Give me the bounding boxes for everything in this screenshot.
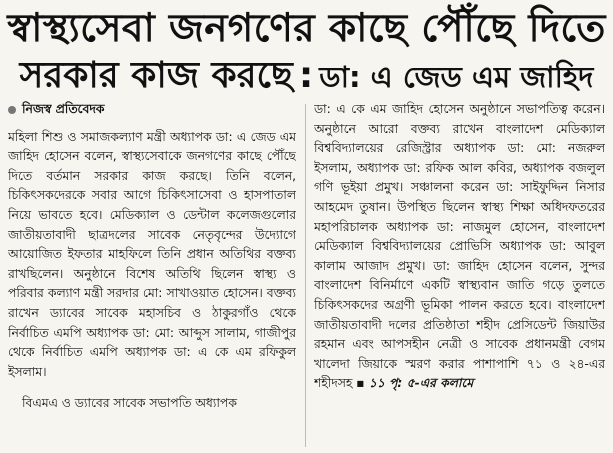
paragraph: বিএমএ ও ড্যাবের সাবেক সভাপতি অধ্যাপক	[22, 396, 237, 411]
column-divider	[305, 104, 306, 447]
headline-line-2	[0, 54, 613, 99]
continuation-note: ▪ ১১ পৃ: ৫-এর কলামে	[356, 376, 474, 391]
article-column-right	[314, 100, 605, 453]
paragraph	[314, 100, 605, 394]
headline-colon: :	[298, 55, 314, 96]
headline-main: সরকার কাজ করছে	[19, 55, 293, 96]
headline-speaker: ডা: এ জেড এম জাহিদ	[319, 60, 594, 94]
paragraph: মহিলা শিশু ও সমাজকল্যাণ মন্ত্রী অধ্যাপক ডা: এ জেড এম জাহিদ হোসেন বলেন, স্বাস্থ্যসেবাকে জনগণের কাছে পৌঁছে দিতে বর্তমান সরকার কাজ করছে। তিনি বলেন, চিকিৎসকদেরকে সবার আগে চিকিৎসাসেবা ও হাসপাতাল নিয়ে ভাবতে হবে। মেডিক্যাল ও ডেন্টাল কলেজগুলোর জাতীয়তাবাদী ছাত্রদলের সাবেক নেতৃবৃন্দের উদ্যোগে আয়োজিত ইফতার মাহফিলে তিনি প্রধান অতিথির বক্তব্য রাখছিলেন। অনুষ্ঠানে বিশেষ অতিথি ছিলেন স্বাস্থ্য ও পরিবার কল্যাণ মন্ত্রী সরদার মো: সাখাওয়াত হোসেন। বক্তব্য রাখেন ড্যাবের সাবেক মহাসচিব ও ঠাকুরগাঁও থেকে নির্বাচিত এমপি অধ্যাপক ডা: মো: আব্দুস সালাম, গাজীপুর থেকে নির্বাচিত এমপি অধ্যাপক ডা: এ কে এম রফিকুল ইসলাম।	[8, 129, 296, 379]
article-column-left	[8, 100, 296, 453]
bullet-icon	[8, 106, 16, 114]
byline	[8, 100, 296, 120]
paragraph-text: ডা: এ কে এম জাহিদ হোসেন অনুষ্ঠানে সভাপতিত্ব করেন। অনুষ্ঠানে আরো বক্তব্য রাখেন বাংলাদেশ মেডিক্যাল বিশ্ববিদ্যালয়ের রেজিস্ট্রার অধ্যাপক ডা: মো: নজরুল ইসলাম, অধ্যাপক ডা: রফিক আল কবির, অধ্যাপক বজলুল গণি ভূইয়া প্রমুখ। সঞ্চালনা করেন ডা: সাইফুদ্দিন নিসার আহমেদ তুষান। উপস্থিত ছিলেন স্বাস্থ্য শিক্ষা অধিদফতরের মহাপরিচালক অধ্যাপক ডা: নাজমুল হোসেন, বাংলাদেশ মেডিক্যাল বিশ্ববিদ্যালয়ের প্রোভিসি অধ্যাপক ডা: আবুল কালাম আজাদ প্রমুখ। ডা: জাহিদ হোসেন বলেন, সুন্দর বাংলাদেশ বিনির্মাণে একটি স্বাস্থ্যবান জাতি গড়ে তুলতে চিকিৎসকদের অগ্রণী ভূমিকা পালন করতে হবে। বাংলাদেশ জাতীয়তাবাদী দলের প্রতিষ্ঠাতা শহীদ প্রেসিডেন্ট জিয়াউর রহমান এবং আপসহীন নেত্রী ও সাবেক প্রধানমন্ত্রী বেগম খালেদা জিয়াকে স্মরণ করার পাশাপাশি ৭১ ও ২৪-এর শহীদসহ	[314, 102, 605, 391]
headline-line-1: স্বাস্থ্যসেবা জনগণের কাছে পৌঁছে দিতে	[7, 6, 606, 51]
byline-text: নিজস্ব প্রতিবেদক	[22, 102, 105, 116]
